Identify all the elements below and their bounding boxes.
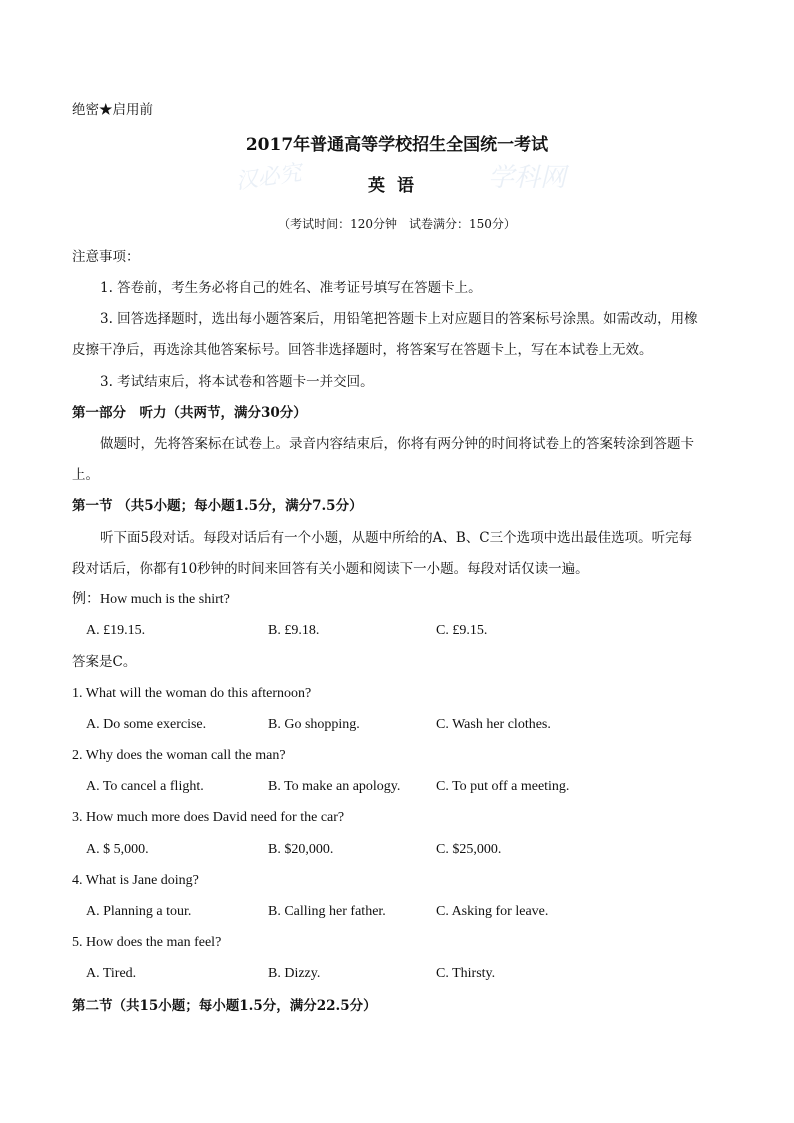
question-4-option-a: A. Planning a tour.: [86, 904, 192, 919]
notice-item-2: 3. 回答选择题时，选出每小题答案后，用铅笔把答题卡上对应题目的答案标号涂黑。如需改动，用橡: [100, 311, 698, 327]
subject-title: 英语: [368, 176, 426, 196]
notice-heading: 注意事项：: [72, 249, 140, 265]
question-5: 5. How does the man feel?: [72, 935, 222, 950]
section1-instruction-line-2: 段对话后，你都有10秒钟的时间来回答有关小题和阅读下一小题。每段对话仅读一遍。: [72, 561, 589, 577]
part1-heading: 第一部分 听力（共两节，满分30分）: [72, 405, 307, 421]
question-3-option-b: B. $20,000.: [268, 842, 334, 857]
example-option-b: B. £9.18.: [268, 623, 320, 638]
question-4-option-c: C. Asking for leave.: [436, 904, 549, 919]
part1-instruction-line-1: 做题时，先将答案标在试卷上。录音内容结束后，你将有两分钟的时间将试卷上的答案转涂到答题卡: [100, 436, 694, 452]
question-3-option-c: C. $25,000.: [436, 842, 502, 857]
question-2-option-a: A. To cancel a flight.: [86, 779, 204, 794]
question-1-option-b: B. Go shopping.: [268, 717, 360, 732]
question-4-option-b: B. Calling her father.: [268, 904, 386, 919]
question-3-option-a: A. $ 5,000.: [86, 842, 149, 857]
question-1-option-a: A. Do some exercise.: [86, 717, 207, 732]
question-2-option-b: B. To make an apology.: [268, 779, 401, 794]
example-question: 例：How much is the shirt?: [72, 592, 230, 607]
question-1: 1. What will the woman do this afternoon?: [72, 686, 312, 701]
exam-title: 2017年普通高等学校招生全国统一考试: [245, 135, 549, 155]
watermark-text-left: 汉必究: [234, 160, 304, 195]
section1-heading: 第一节 （共5小题；每小题1.5分，满分7.5分）: [72, 498, 363, 514]
question-2-option-c: C. To put off a meeting.: [436, 779, 570, 794]
notice-item-2-continued: 皮擦干净后，再选涂其他答案标号。回答非选择题时，将答案写在答题卡上，写在本试卷上无效。: [72, 342, 653, 358]
question-5-option-a: A. Tired.: [86, 966, 137, 981]
question-4: 4. What is Jane doing?: [72, 873, 199, 888]
notice-item-3: 3. 考试结束后，将本试卷和答题卡一并交回。: [100, 374, 374, 390]
example-answer: 答案是C。: [72, 654, 137, 670]
confidential-label: 绝密★启用前: [72, 102, 153, 118]
question-1-option-c: C. Wash her clothes.: [436, 717, 551, 732]
question-2: 2. Why does the woman call the man?: [72, 748, 286, 763]
exam-time-info: （考试时间：120分钟 试卷满分：150分）: [278, 217, 516, 231]
question-5-option-b: B. Dizzy.: [268, 966, 321, 981]
question-3: 3. How much more does David need for the car?: [72, 810, 345, 825]
section1-instruction-line-1: 听下面5段对话。每段对话后有一个小题，从题中所给的A、B、C三个选项中选出最佳选项。听完每: [100, 530, 693, 546]
watermark-text-right: 学科网: [488, 163, 567, 193]
notice-item-1: 1. 答卷前，考生务必将自己的姓名、准考证号填写在答题卡上。: [100, 280, 482, 296]
section2-heading: 第二节（共15小题；每小题1.5分，满分22.5分）: [72, 998, 377, 1014]
question-5-option-c: C. Thirsty.: [436, 966, 496, 981]
example-option-a: A. £19.15.: [86, 623, 146, 638]
example-option-c: C. £9.15.: [436, 623, 488, 638]
part1-instruction-line-2: 上。: [72, 467, 99, 483]
